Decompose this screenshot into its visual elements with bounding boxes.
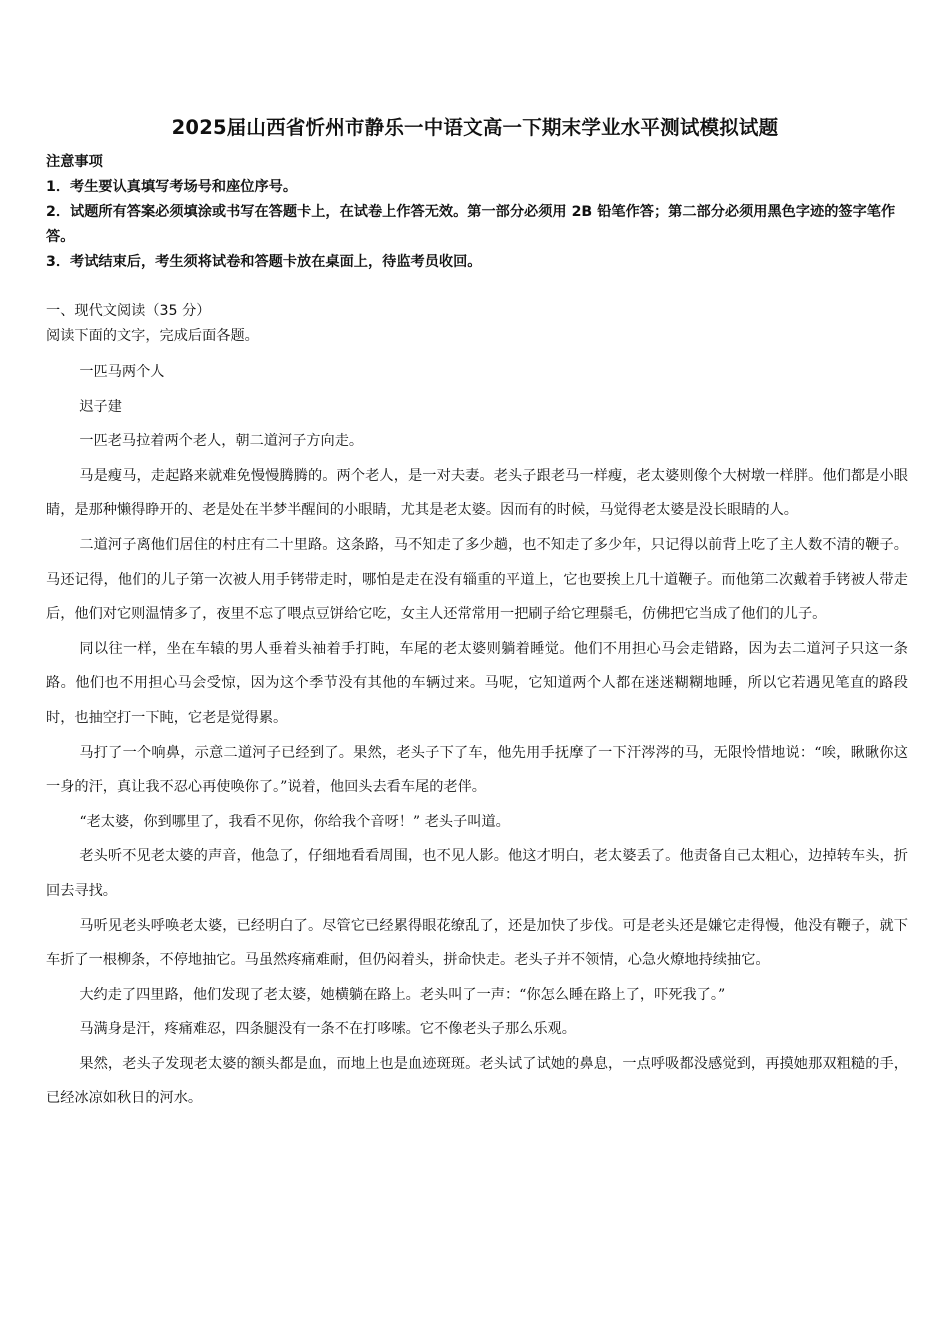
article-paragraph: 一匹老马拉着两个老人，朝二道河子方向走。 <box>79 433 364 450</box>
notice-block <box>46 150 908 275</box>
notice-item: 3．考试结束后，考生须将试卷和答题卡放在桌面上，待监考员收回。 <box>46 254 482 270</box>
article-paragraph: 马打了一个响鼻，示意二道河子已经到了。果然，老头子下了车，他先用手抚摩了一下汗涔涔的马，无限怜惜地说：“唉，瞅瞅你这一身的汗，真让我不忍心再使唤你了。”说着，他回头去看车尾的老伴。 <box>46 744 908 796</box>
article-paragraph: 马满身是汗，疼痛难忍，四条腿没有一条不在打哆嗦。它不像老头子那么乐观。 <box>79 1021 576 1038</box>
page-title: 2025届山西省忻州市静乐一中语文高一下期末学业水平测试模拟试题 <box>171 116 779 139</box>
article-paragraph: 马听见老头呼唤老太婆，已经明白了。尽管它已经累得眼花缭乱了，还是加快了步伐。可是老头还是嫌它走得慢，他没有鞭子，就下车折了一根柳条，不停地抽它。马虽然疼痛难耐，但仍闷着头，拼命快走。老头子并不领情，心急火燎地持续抽它。 <box>46 917 908 969</box>
article-paragraph: 大约走了四里路，他们发现了老太婆，她横躺在路上。老头叫了一声：“你怎么睡在路上了，吓死我了。” <box>79 986 726 1003</box>
section-heading: 一、现代文阅读（35 分） <box>46 303 211 319</box>
notice-item: 2．试题所有答案必须填涂或书写在答题卡上，在试卷上作答无效。第一部分必须用 2B 铅笔作答；第二部分必须用黑色字迹的签字笔作答。 <box>46 204 896 245</box>
article-paragraph: 老头听不见老太婆的声音，他急了，仔细地看看周围，也不见人影。他这才明白，老太婆丢了。他责备自己太粗心，边掉转车头，折回去寻找。 <box>46 848 908 899</box>
article-title: 一匹马两个人 <box>79 364 165 380</box>
article-body <box>46 355 908 1116</box>
article-author: 迟子建 <box>79 398 122 415</box>
article-paragraph: 二道河子离他们居住的村庄有二十里路。这条路，马不知走了多少趟，也不知走了多少年，只记得以前背上吃了主人数不清的鞭子。马还记得，他们的儿子第一次被人用手铐带走时，哪怕是走在没有辎重的平道上，它也要挨上几十道鞭子。而他第二次戴着手铐被人带走后，他们对它则温情多了，夜里不忘了喂点豆饼给它吃，女主人还常常用一把刷子给它理鬃毛，仿佛把它当成了他们的儿子。 <box>46 536 908 623</box>
section-intro: 阅读下面的文字，完成后面各题。 <box>46 328 259 344</box>
section-block <box>46 299 908 349</box>
article-paragraph: 马是瘦马，走起路来就难免慢慢腾腾的。两个老人，是一对夫妻。老头子跟老马一样瘦，老太婆则像个大树墩一样胖。他们都是小眼睛，是那种懒得睁开的、老是处在半梦半醒间的小眼睛，尤其是老太婆。因而有的时候，马觉得老太婆是没长眼睛的人。 <box>46 467 908 519</box>
notice-heading: 注意事项 <box>46 154 103 170</box>
article-paragraph: 同以往一样，坐在车辕的男人垂着头袖着手打盹，车尾的老太婆则躺着睡觉。他们不用担心马会走错路，因为去二道河子只这一条路。他们也不用担心马会受惊，因为这个季节没有其他的车辆过来。马呢，它知道两个人都在迷迷糊糊地睡，所以它若遇见笔直的路段时，也抽空打一下盹，它老是觉得累。 <box>46 640 908 726</box>
article-paragraph: 果然，老头子发现老太婆的额头都是血，而地上也是血迹斑斑。老头试了试她的鼻息，一点呼吸都没感觉到，再摸她那双粗糙的手，已经冰凉如秋日的河水。 <box>46 1055 908 1107</box>
notice-item: 1．考生要认真填写考场号和座位序号。 <box>46 179 298 195</box>
article-paragraph: “老太婆，你到哪里了，我看不见你，你给我个音呀！” 老头子叫道。 <box>79 813 510 830</box>
